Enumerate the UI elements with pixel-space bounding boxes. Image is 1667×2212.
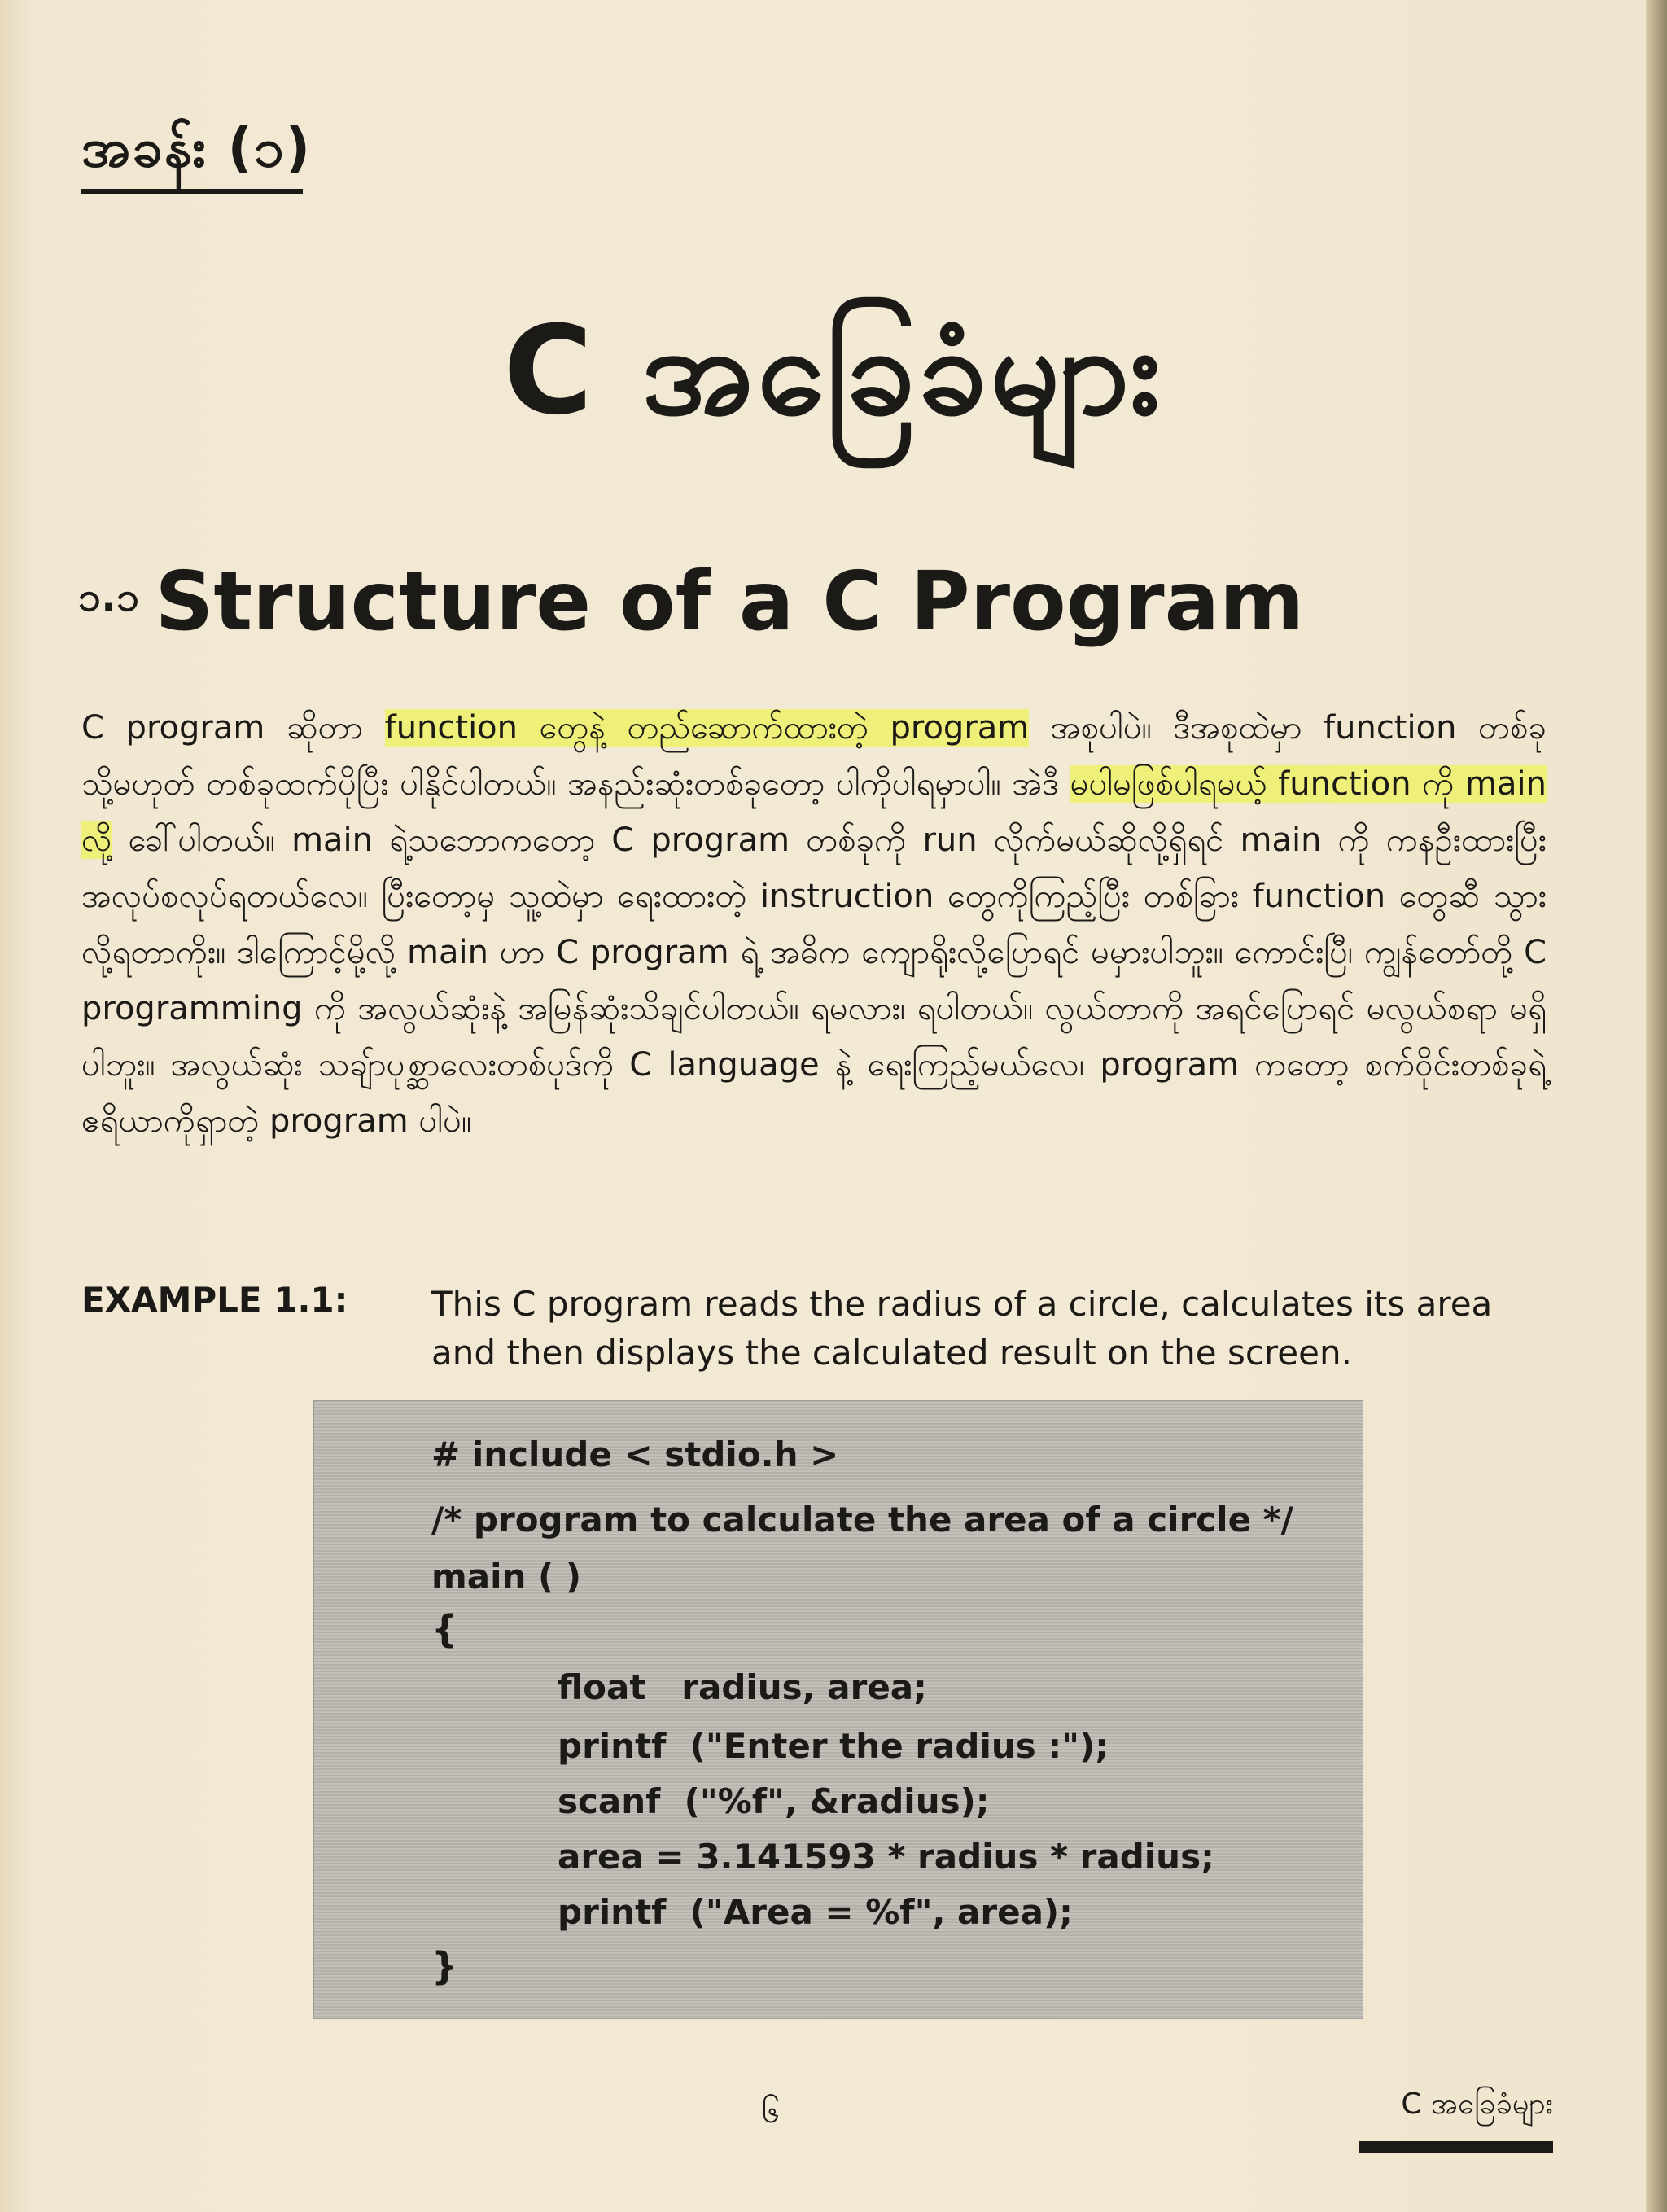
page-number: ၆ bbox=[762, 2093, 781, 2131]
body-paragraph bbox=[81, 700, 1547, 1150]
code-line: { bbox=[431, 1607, 458, 1651]
code-line: printf ("Area = %f", area); bbox=[558, 1892, 1073, 1932]
code-line: area = 3.141593 * radius * radius; bbox=[558, 1837, 1214, 1877]
code-line: } bbox=[431, 1944, 458, 1988]
section-title: Structure of a C Program bbox=[155, 554, 1305, 649]
example-label: EXAMPLE 1.1: bbox=[81, 1280, 348, 1320]
code-line: printf ("Enter the radius :"); bbox=[558, 1726, 1109, 1766]
chapter-label-underline bbox=[81, 189, 303, 194]
section-number: ၁.၁ bbox=[78, 573, 140, 620]
chapter-title: C အခြေခံများ bbox=[503, 300, 1164, 442]
paragraph-text-2: အစုပါပဲ။ ဒီအစုထဲမှာ function တစ်ခု သို့မဟုတ် တစ်ခုထက်ပိုပြီး ပါနိုင်ပါတယ်။ အနည်းဆုံးတစ်ခုတော့ ပါကိုပါရမှာပါ။ အဲဒီ bbox=[81, 709, 1547, 803]
chapter-label: အခန်း (၁) bbox=[81, 116, 313, 179]
highlighted-text-2: မပါမဖြစ်ပါရမယ့် function ကို main လို့ bbox=[81, 765, 1547, 859]
code-line: /* program to calculate the area of a circle */ bbox=[431, 1500, 1293, 1540]
section-heading bbox=[78, 554, 1304, 649]
running-title: C အခြေခံများ bbox=[1401, 2087, 1553, 2121]
example-description: This C program reads the radius of a circle, calculates its area and then displays the calculated result on the screen. bbox=[431, 1284, 1493, 1373]
code-listing bbox=[313, 1400, 1363, 2019]
code-line: # include < stdio.h > bbox=[431, 1435, 839, 1474]
footer-rule bbox=[1359, 2141, 1553, 2153]
code-line: main ( ) bbox=[431, 1557, 582, 1597]
code-line: float radius, area; bbox=[558, 1667, 927, 1707]
paragraph-text-3: ခေါ်ပါတယ်။ main ရဲ့သဘောကတော့ C program တစ်ခုကို run လိုက်မယ်ဆိုလို့ရှိရင် main ကို ကနဦးထားပြီး အလုပ်စလုပ်ရတယ်လေ။ ပြီးတော့မှ သူ့ထဲမှာ ရေးထားတဲ့ instruction တွေကိုကြည့်ပြီး တစ်ခြား function တွေဆီ သွားလို့ရတာကိုး။ ဒါကြောင့်မို့လို့ main ဟာ C program ရဲ့ အဓိက ကျောရိုးလို့ပြောရင် မမှားပါဘူး။ ကောင်းပြီ၊ ကျွန်တော်တို့ C programming ကို အလွယ်ဆုံးနဲ့ အမြန်ဆုံးသိချင်ပါတယ်။ ရမလား၊ ရပါတယ်။ လွယ်တာကို အရင်ပြောရင် မလွယ်စရာ မရှိပါဘူး။ အလွယ်ဆုံး သချ်ာပုစ္ဆာလေးတစ်ပုဒ်ကို C language နဲ့ ရေးကြည့်မယ်လေ၊ program ကတော့ စက်ဝိုင်းတစ်ခုရဲ့ ဧရိယာကိုရှာတဲ့ program ပါပဲ။ bbox=[81, 821, 1547, 1140]
code-line: scanf ("%f", &radius); bbox=[558, 1781, 990, 1821]
paragraph-text-1: C program ဆိုတာ bbox=[81, 709, 385, 747]
highlighted-text-1: function တွေနဲ့ တည်ဆောက်ထားတဲ့ program bbox=[384, 709, 1030, 747]
